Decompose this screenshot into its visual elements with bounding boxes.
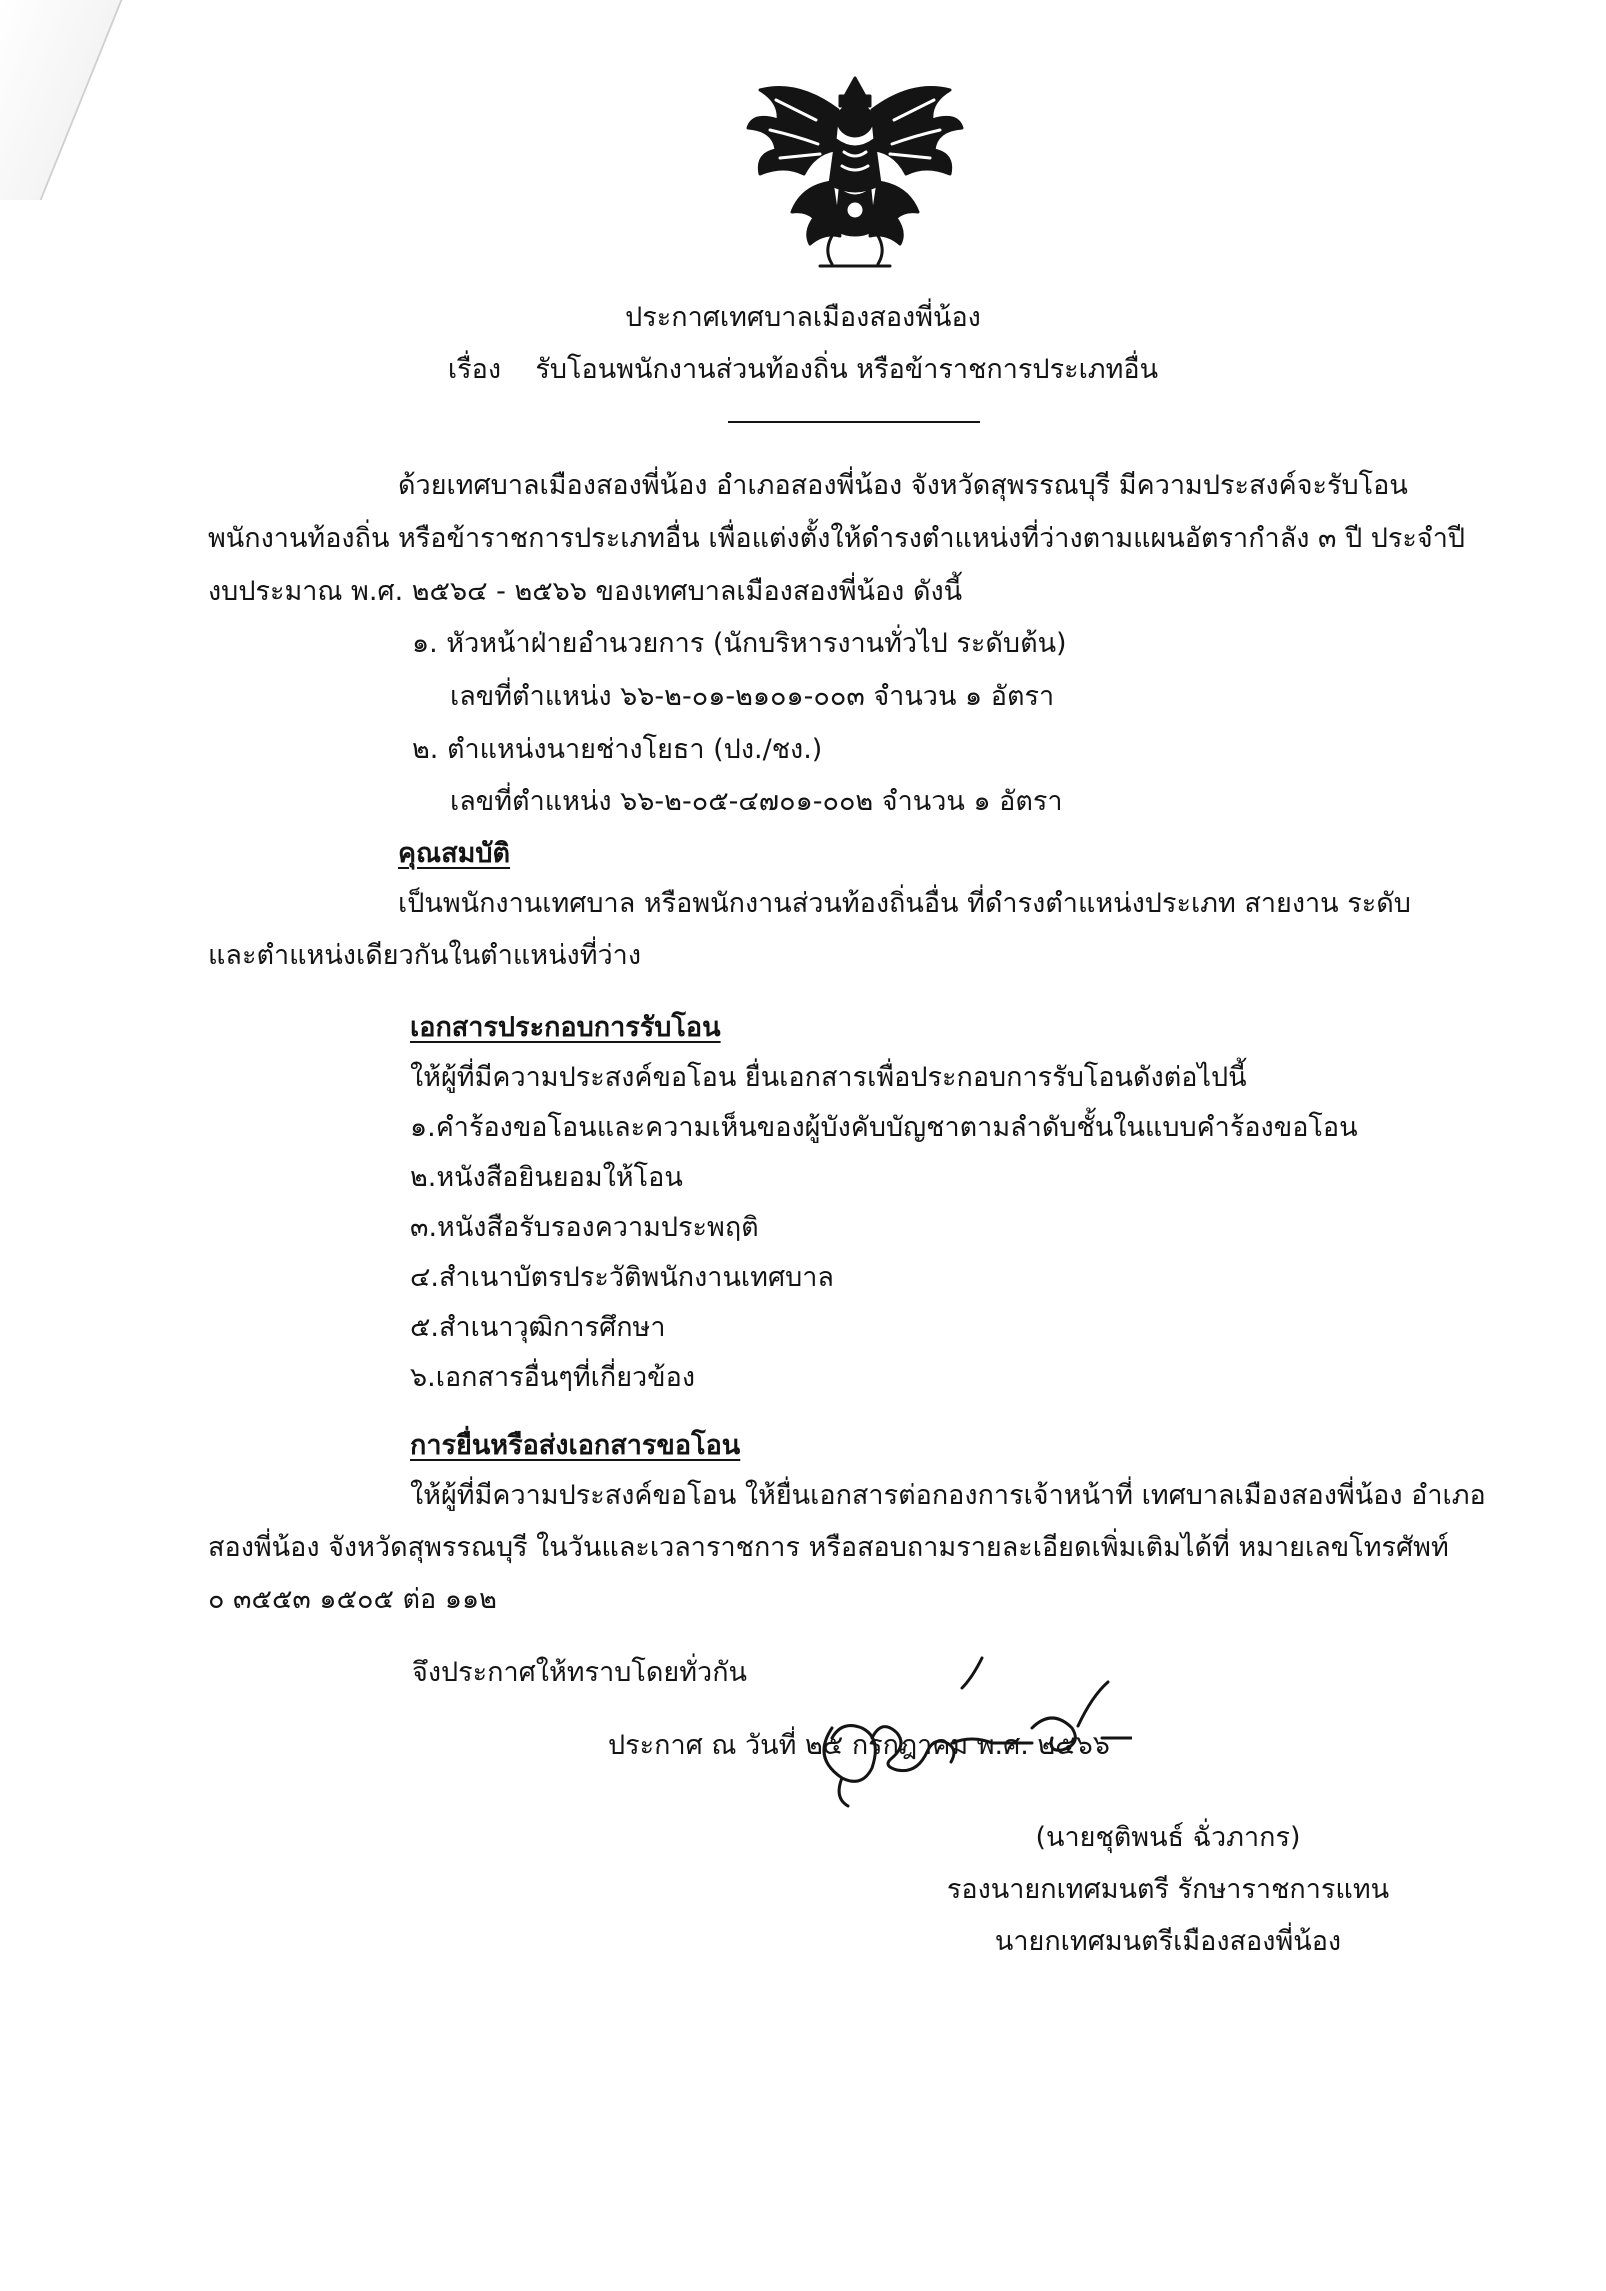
qualifications-line-1: เป็นพนักงานเทศบาล หรือพนักงานส่วนท้องถิ่นอื่น ที่ดำรงตำแหน่งประเภท สายงาน ระดับ: [398, 888, 1411, 919]
submission-heading: การยื่นหรือส่งเอกสารขอโอน: [410, 1430, 741, 1461]
subject-text: รับโอนพนักงานส่วนท้องถิ่น หรือข้าราชการประเภทอื่น: [535, 354, 1159, 385]
qualifications-heading: คุณสมบัติ: [398, 838, 511, 869]
title-divider: [728, 421, 980, 423]
subject-label: เรื่อง: [447, 354, 502, 385]
submission-line-2: สองพี่น้อง จังหวัดสุพรรณบุรี ในวันและเวลาราชการ หรือสอบถามรายละเอียดเพิ่มเติมได้ที่ หมายเลขโทรศัพท์: [208, 1532, 1449, 1563]
position-title: ๑. หัวหน้าฝ่ายอำนวยการ (นักบริหารงานทั่วไป ระดับต้น): [412, 628, 1067, 659]
document-item: ๒.หนังสือยินยอมให้โอน: [410, 1162, 683, 1193]
announcement-subject: [0, 352, 1606, 387]
page-fold-shadow: [0, 0, 122, 200]
documents-heading: เอกสารประกอบการรับโอน: [410, 1012, 721, 1043]
announcement-title: ประกาศเทศบาลเมืองสองพี่น้อง: [625, 302, 981, 333]
closing-statement: จึงประกาศให้ทราบโดยทั่วกัน: [412, 1657, 747, 1688]
position-title: ๒. ตำแหน่งนายช่างโยธา (ปง./ชง.): [412, 734, 823, 765]
document-item: ๕.สำเนาวุฒิการศึกษา: [410, 1312, 666, 1343]
document-item: ๓.หนังสือรับรองความประพฤติ: [410, 1212, 759, 1243]
signatory-name: (นายชุติพนธ์ ฉั่วภากร): [1035, 1822, 1301, 1853]
document-item: ๔.สำเนาบัตรประวัติพนักงานเทศบาล: [410, 1262, 834, 1293]
garuda-emblem-icon: [740, 70, 970, 280]
position-detail: เลขที่ตำแหน่ง ๖๖-๒-๐๑-๒๑๐๑-๐๐๓ จำนวน ๑ อัตรา: [450, 681, 1055, 712]
announcement-date: ประกาศ ณ วันที่ ๒๕ กรกฎาคม พ.ศ. ๒๕๖๖: [608, 1730, 1110, 1761]
submission-line-1: ให้ผู้ที่มีความประสงค์ขอโอน ให้ยื่นเอกสารต่อกองการเจ้าหน้าที่ เทศบาลเมืองสองพี่น้อง อำเภอ: [410, 1480, 1486, 1511]
position-detail: เลขที่ตำแหน่ง ๖๖-๒-๐๕-๔๗๐๑-๐๐๒ จำนวน ๑ อัตรา: [450, 786, 1063, 817]
submission-line-3: ๐ ๓๕๕๓ ๑๕๐๕ ต่อ ๑๑๒: [208, 1584, 497, 1615]
qualifications-line-2: และตำแหน่งเดียวกันในตำแหน่งที่ว่าง: [208, 940, 642, 971]
signatory-title: นายกเทศมนตรีเมืองสองพี่น้อง: [994, 1926, 1342, 1957]
handwritten-signature: [792, 1618, 1132, 1808]
intro-line-3: งบประมาณ พ.ศ. ๒๕๖๔ - ๒๕๖๖ ของเทศบาลเมืองสองพี่น้อง ดังนี้: [208, 576, 963, 607]
document-item: ๖.เอกสารอื่นๆที่เกี่ยวข้อง: [410, 1362, 696, 1393]
documents-intro: ให้ผู้ที่มีความประสงค์ขอโอน ยื่นเอกสารเพื่อประกอบการรับโอนดังต่อไปนี้: [410, 1062, 1247, 1093]
signatory-title: รองนายกเทศมนตรี รักษาราชการแทน: [946, 1874, 1390, 1905]
intro-line-1: ด้วยเทศบาลเมืองสองพี่น้อง อำเภอสองพี่น้อง จังหวัดสุพรรณบุรี มีความประสงค์จะรับโอน: [398, 470, 1408, 501]
intro-line-2: พนักงานท้องถิ่น หรือข้าราชการประเภทอื่น เพื่อแต่งตั้งให้ดำรงตำแหน่งที่ว่างตามแผนอัตรากำลัง ๓ ปี ประจำปี: [208, 523, 1466, 554]
document-item: ๑.คำร้องขอโอนและความเห็นของผู้บังคับบัญชาตามลำดับชั้นในแบบคำร้องขอโอน: [410, 1112, 1358, 1143]
